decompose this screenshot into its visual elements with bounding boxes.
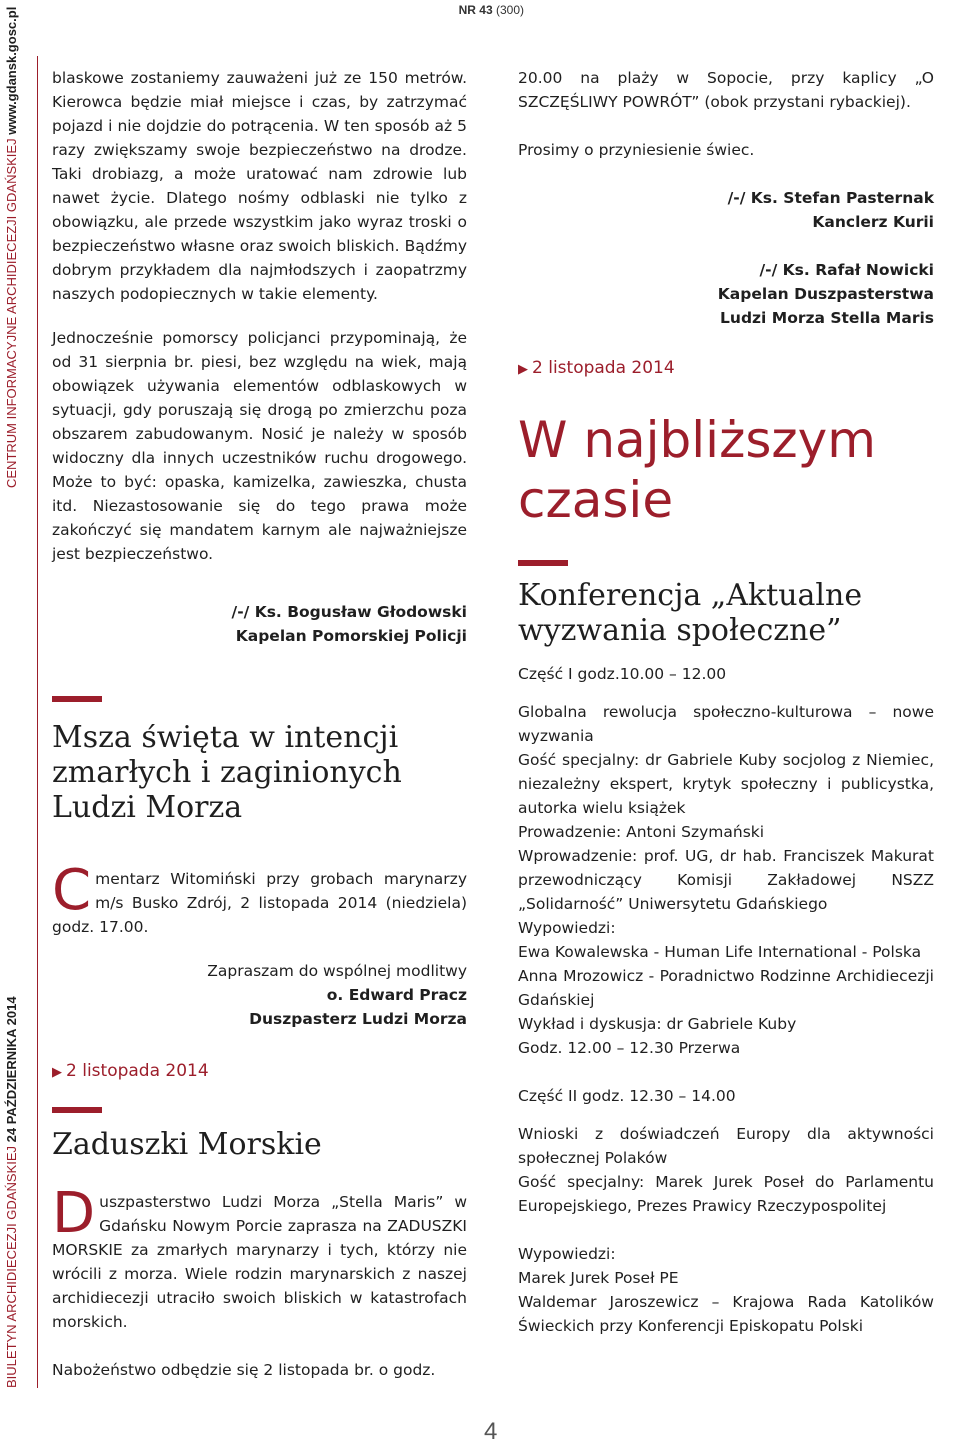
dropcap: D [52, 1181, 96, 1246]
part1-line: Ewa Kowalewska - Human Life International - Polska [518, 943, 922, 961]
signature-title: Kanclerz Kurii [812, 213, 934, 231]
date-label: ▶ 2 listopada 2014 [518, 358, 675, 378]
article-title-mass: Msza święta w intencji zmarłych i zaginionych Ludzi Morza [52, 720, 402, 825]
continued-text: 20.00 na plaży w Sopocie, przy kaplicy „O SZCZĘŚLIWY POWRÓT” (obok przystani rybackiej). [518, 69, 934, 111]
part3-line: Marek Jurek Poseł PE [518, 1269, 679, 1287]
page-number: 4 [484, 1418, 498, 1445]
signature-name: /-/ Ks. Stefan Pasternak [727, 189, 934, 207]
date-label: ▶ 2 listopada 2014 [52, 1061, 209, 1081]
part1-line: Gość specjalny: dr Gabriele Kuby socjolog z Niemiec, niezależny ekspert, krytyk społeczny i publicystka, autorka wielu książek [518, 751, 934, 817]
part1-line: Anna Mrozowicz - Poradnictwo Rodzinne Archidiecezji Gdańskiej [518, 967, 934, 1009]
part2-line: Wnioski z doświadczeń Europy dla aktywności społecznej Polaków [518, 1125, 934, 1167]
reflectors-paragraph-2: Jednocześnie pomorscy policjanci przypominają, że od 31 sierpnia br. piesi, bez względu na wiek, mają obowiązek używania elementów odblaskowych w sytuacji, gdy poruszają się drogą po zmierzchu poza obszarem zabudowanym. Nosić je należy w sposób widoczny dla innych uczestników ruchu drogowego. Może to być: opaska, kamizelka, zawieszka, chusta itd. Niezastosowanie się do tego prawa może zakończyć się mandatem karnym ale najważniejsze jest bezpieczeństwo. [52, 329, 467, 563]
signature-name: /-/ Ks. Rafał Nowicki [759, 261, 934, 279]
part1-line: Wprowadzenie: prof. UG, dr hab. Franciszek Makurat przewodniczący Komisji Zakładowej NSZZ „Solidarność” Uniwersytetu Gdańskiego [518, 847, 934, 913]
conference-title: Konferencja „Aktualne wyzwania społeczne” [518, 578, 863, 648]
signature-name: o. Edward Pracz [326, 986, 467, 1004]
signature-title: Duszpasterz Ludzi Morza [249, 1010, 467, 1028]
candles-note: Prosimy o przyniesienie świec. [518, 141, 755, 159]
right-column [518, 66, 934, 1338]
signature-title: Kapelan Pomorskiej Policji [235, 627, 467, 645]
article-mass-text: Cmentarz Witomiński przy grobach marynarzy m/s Busko Zdrój, 2 listopada 2014 (niedziela) godz. 17.00. [52, 858, 467, 936]
article-zaduszki-last: Nabożeństwo odbędzie się 2 listopada br. o godz. [52, 1361, 436, 1379]
sidebar-bulletin: BIULETYN ARCHIDIECEZJI GDAŃSKIEJ 24 PAŹDZIERNIKA 2014 [4, 996, 19, 1388]
part1-line: Wykład i dyskusja: dr Gabriele Kuby [518, 1015, 797, 1033]
part2-line: Gość specjalny: Marek Jurek Poseł do Parlamentu Europejskiego, Prezes Prawicy Rzeczypospolitej [518, 1173, 934, 1215]
part3-line: Wypowiedzi: [518, 1245, 616, 1263]
part1-line: Wypowiedzi: [518, 919, 616, 937]
part2-list [518, 1122, 934, 1218]
sidebar-divider [37, 56, 38, 1388]
dropcap: C [52, 858, 92, 923]
signature-name: /-/ Ks. Bogusław Głodowski [231, 603, 467, 621]
section-title: W najbliższym czasie [518, 411, 876, 529]
left-column [52, 66, 467, 1382]
invite-line: Zapraszam do wspólnej modlitwy [207, 962, 467, 980]
part3-list [518, 1242, 934, 1338]
issue-number: NR 43 (300) [458, 3, 524, 17]
triangle-right-icon: ▶ [518, 362, 528, 377]
reflectors-paragraph-1: blaskowe zostaniemy zauważeni już ze 150 metrów. Kierowca będzie miał miejsce i czas, by zatrzymać pojazd i nie dojdzie do potrącenia. W ten sposób aż 5 razy zwiększamy swoje bezpieczeństwo na drodze. Taki drobiazg, a może uratować nam zdrowie lub nawet życie. Dlatego nośmy odblaski nie tylko z obowiązku, ale przede wszystkim jako wyraz troski o bezpieczeństwo własne oraz swoich bliskich. Bądźmy dobrym przykładem dla najmłodszych i zaopatrzmy naszych podopiecznych w takie elementy. [52, 69, 467, 303]
sidebar-center: CENTRUM INFORMACYJNE ARCHIDIECEZJI GDAŃSKIEJ www.gdansk.gosc.pl [4, 6, 19, 488]
signature-title: Ludzi Morza Stella Maris [720, 309, 934, 327]
part1-list [518, 700, 934, 1060]
article-title-zaduszki: Zaduszki Morskie [52, 1127, 322, 1162]
article-zaduszki-text: Duszpasterstwo Ludzi Morza „Stella Maris” w Gdańsku Nowym Porcie zaprasza na ZADUSZKI MORSKIE za zmarłych marynarzy i tych, którzy nie wrócili z morza. Wiele rodzin marynarskich z naszej archidiecezji utraciło swoich bliskich w katastrofach morskich. [52, 1181, 467, 1331]
sidebar [0, 6, 30, 1388]
part2-heading: Część II godz. 12.30 – 14.00 [518, 1087, 736, 1105]
part1-heading: Część I godz.10.00 – 12.00 [518, 665, 727, 683]
triangle-right-icon: ▶ [52, 1065, 62, 1080]
signature-title: Kapelan Duszpasterstwa [717, 285, 934, 303]
part1-line: Prowadzenie: Antoni Szymański [518, 823, 765, 841]
part3-line: Waldemar Jaroszewicz – Krajowa Rada Katolików Świeckich przy Konferencji Episkopatu Polski [518, 1293, 934, 1335]
part1-line: Godz. 12.00 – 12.30 Przerwa [518, 1039, 741, 1057]
part1-line: Globalna rewolucja społeczno-kulturowa – nowe wyzwania [518, 703, 934, 745]
